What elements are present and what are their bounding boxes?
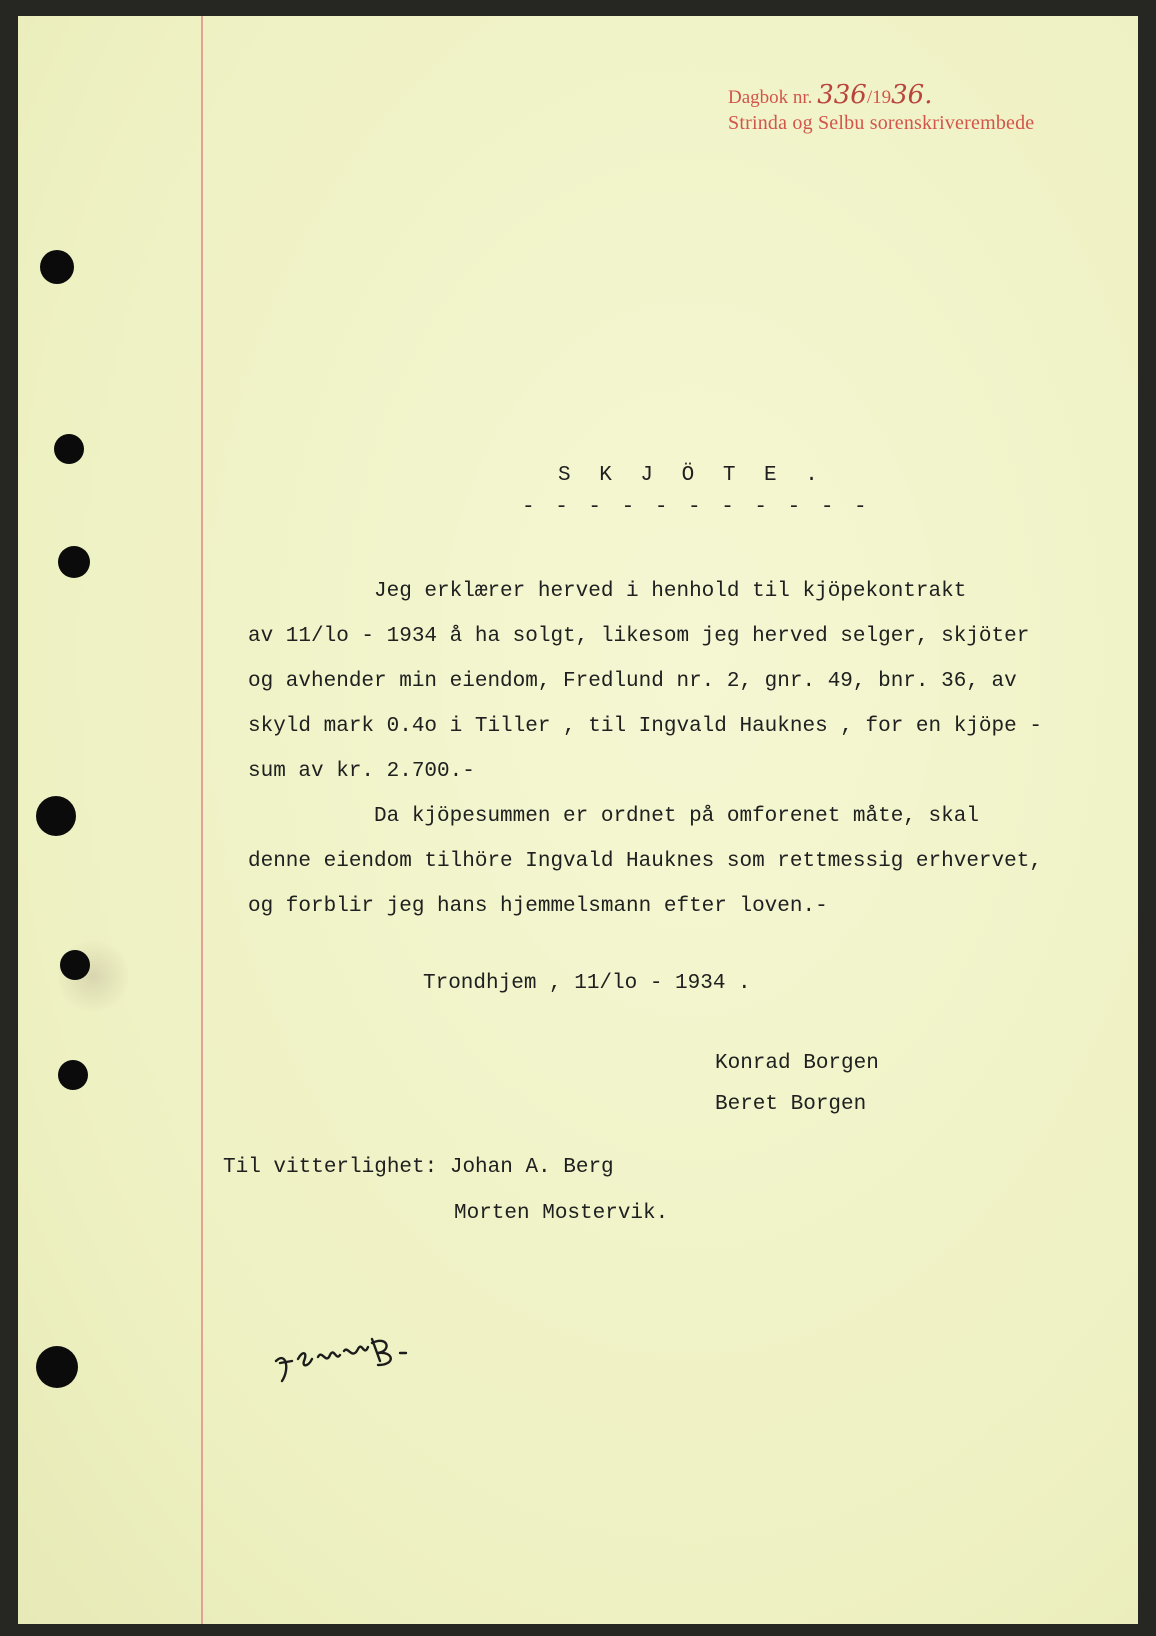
dagbok-stamp [728,80,932,110]
punch-hole [36,796,76,836]
punch-hole [58,546,90,578]
handwritten-initials [268,1321,438,1391]
dagbok-separator: /19 [866,87,892,108]
punch-hole [58,1060,88,1090]
body-line: og forblir jeg hans hjemmelsmann efter loven.- [248,895,828,918]
signatory: Konrad Borgen [715,1052,879,1075]
witness-second: Morten Mostervik. [454,1202,669,1225]
witness-line: Til vitterlighet: Johan A. Berg [223,1156,614,1179]
body-line: Da kjöpesummen er ordnet på omforenet måte, skal [248,805,979,828]
dagbok-prefix: Dagbok nr. [728,87,813,108]
punch-hole [40,250,74,284]
margin-line [201,16,203,1624]
dagbok-year: 36. [891,80,933,110]
signatory: Beret Borgen [715,1093,867,1116]
office-stamp: Strinda og Selbu sorenskriverembede [728,112,1035,134]
punch-hole [60,950,90,980]
title-underline: - - - - - - - - - - - [522,496,871,519]
body-line: av 11/lo - 1934 å ha solgt, likesom jeg herved selger, skjöter [248,625,1030,648]
body-line: Jeg erklærer herved i henhold til kjöpekontrakt [248,580,967,603]
document-page [18,16,1138,1624]
dagbok-number: 336 [817,80,867,110]
punch-hole [54,434,84,464]
body-line: sum av kr. 2.700.- [248,760,475,783]
place-date: Trondhjem , 11/lo - 1934 . [423,972,751,995]
body-line: denne eiendom tilhöre Ingvald Hauknes som rettmessig erhvervet, [248,850,1042,873]
punch-hole [36,1346,78,1388]
body-line: og avhender min eiendom, Fredlund nr. 2, gnr. 49, bnr. 36, av [248,670,1017,693]
document-title: S K J Ö T E . [558,464,826,487]
body-line: skyld mark 0.4o i Tiller , til Ingvald Hauknes , for en kjöpe - [248,715,1042,738]
